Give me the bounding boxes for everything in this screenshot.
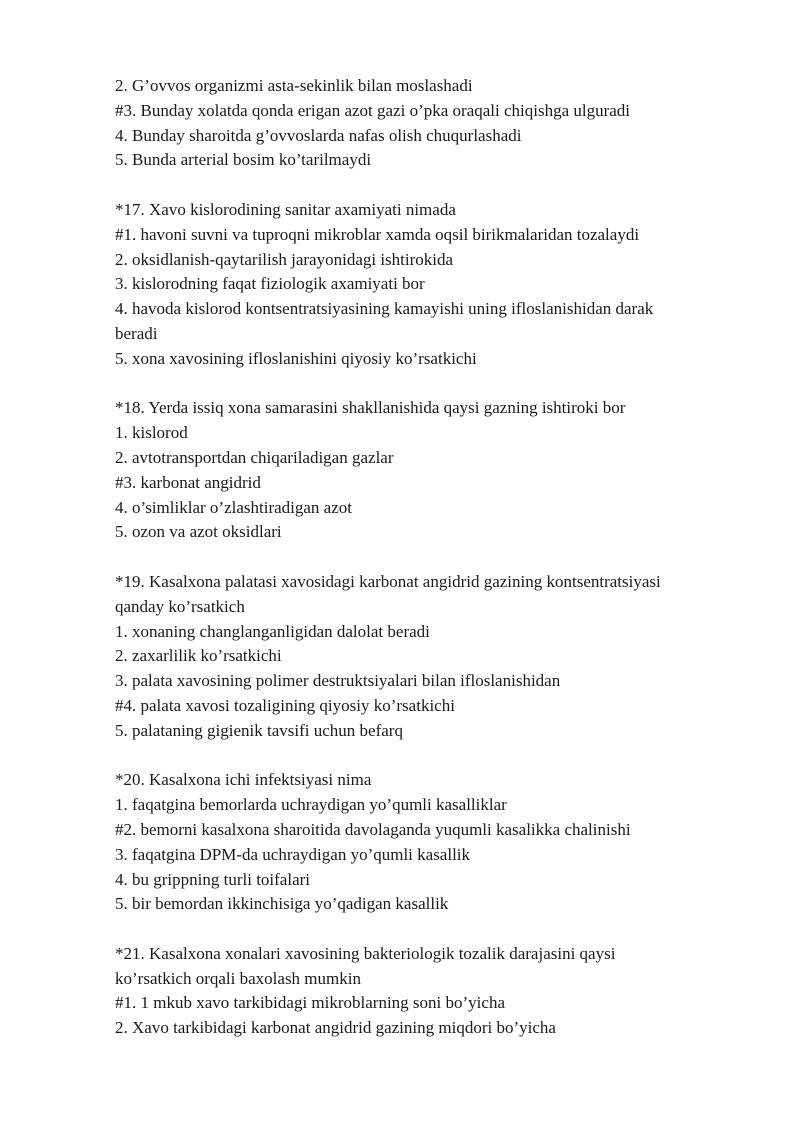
text-line: #1. havoni suvni va tuproqni mikroblar xamda oqsil birikmalaridan tozalaydi [115, 224, 640, 244]
text-line: 5. xona xavosining ifloslanishini qiyosiy ko’rsatkichi [115, 348, 477, 368]
question-heading: *19. Kasalxona palatasi xavosidagi karbonat angidrid gazining kontsentratsiyasi [115, 571, 661, 591]
text-line: 2. G’ovvos organizmi asta-sekinlik bilan moslashadi [115, 76, 473, 95]
blank-line [115, 744, 730, 769]
text-line: #4. palata xavosi tozaligining qiyosiy ko’rsatkichi [115, 695, 455, 715]
blank-line [115, 372, 730, 397]
question-heading: *20. Kasalxona ichi infektsiyasi nima [115, 770, 372, 790]
text-line: 5. palataning gigienik tavsifi uchun befarq [115, 720, 403, 740]
text-line: #3. karbonat angidrid [115, 472, 261, 492]
text-line: qanday ko’rsatkich [115, 596, 245, 616]
text-line: 3. kislorodning faqat fiziologik axamiyati bor [115, 274, 425, 294]
text-line: 2. Xavo tarkibidagi karbonat angidrid gazining miqdori bo’yicha [115, 1018, 556, 1038]
blank-line [115, 545, 730, 570]
blank-line [115, 917, 730, 942]
text-line: 3. faqatgina DPM-da uchraydigan yo’qumli kasallik [115, 844, 471, 864]
text-line: #1. 1 mkub xavo tarkibidagi mikroblarning soni bo’yicha [115, 993, 505, 1013]
text-line: 1. faqatgina bemorlarda uchraydigan yo’qumli kasalliklar [115, 795, 507, 815]
text-line: 5. ozon va azot oksidlari [115, 522, 282, 542]
text-line: 5. Bunda arterial bosim ko’tarilmaydi [115, 150, 372, 170]
text-line: 3. palata xavosining polimer destruktsiyalari bilan ifloslanishidan [115, 671, 561, 691]
text-line: 1. xonaning changlanganligidan dalolat beradi [115, 621, 430, 641]
question-heading: *18. Yerda issiq xona samarasini shakllanishida qaysi gazning ishtiroki bor [115, 398, 626, 418]
text-line: 2. oksidlanish-qaytarilish jarayonidagi ishtirokida [115, 249, 454, 269]
text-line: 4. Bunday sharoitda g’ovvoslarda nafas olish chuqurlashadi [115, 125, 522, 145]
text-line: beradi [115, 323, 158, 343]
text-line: 4. bu grippning turli toifalari [115, 869, 310, 889]
question-heading: *21. Kasalxona xonalari xavosining bakteriologik tozalik darajasini qaysi [115, 943, 616, 963]
text-line: #3. Bunday xolatda qonda erigan azot gazi o’pka oraqali chiqishga ulguradi [115, 100, 631, 120]
text-line: ko’rsatkich orqali baxolash mumkin [115, 968, 361, 988]
text-line: 4. havoda kislorod kontsentratsiyasining kamayishi uning ifloslanishidan darak [115, 299, 654, 319]
text-line: 2. zaxarlilik ko’rsatkichi [115, 646, 282, 666]
text-line: #2. bemorni kasalxona sharoitida davolaganda yuqumli kasalikka chalinishi [115, 819, 631, 839]
text-line: 2. avtotransportdan chiqariladigan gazlar [115, 447, 394, 467]
text-line: 4. o’simliklar o’zlashtiradigan azot [115, 497, 352, 517]
question-heading: *17. Xavo kislorodining sanitar axamiyati nimada [115, 199, 456, 219]
text-line: 5. bir bemordan ikkinchisiga yo’qadigan kasallik [115, 894, 449, 914]
text-line: 1. kislorod [115, 423, 188, 443]
blank-line [115, 173, 730, 198]
